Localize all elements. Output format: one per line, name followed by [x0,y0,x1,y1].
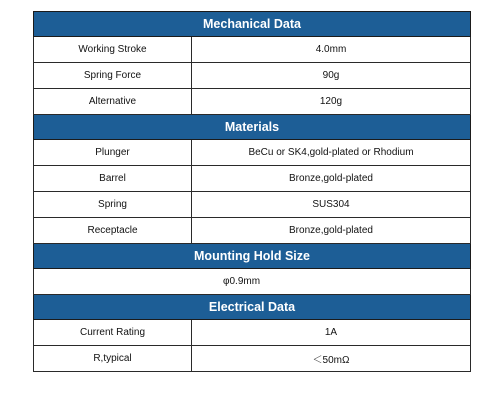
mounting-value: φ0.9mm [34,269,471,295]
row-label: Receptacle [34,218,192,244]
table-row [34,218,471,244]
row-value: BeCu or SK4,gold-plated or Rhodium [192,140,471,166]
section-header-mechanical [34,12,471,37]
row-value: SUS304 [192,192,471,218]
row-value: ＜50mΩ [192,346,471,372]
row-label: Spring Force [34,63,192,89]
table-row [34,89,471,115]
row-label: Plunger [34,140,192,166]
table-row [34,140,471,166]
table-row [34,37,471,63]
row-label: Alternative [34,89,192,115]
section-header-mounting [34,244,471,269]
table-row [34,63,471,89]
row-label: Working Stroke [34,37,192,63]
row-label: R,typical [34,346,192,372]
row-label: Current Rating [34,320,192,346]
table-row [34,269,471,295]
row-label: Barrel [34,166,192,192]
electrical-title: Electrical Data [34,295,471,320]
table-row [34,166,471,192]
mechanical-title: Mechanical Data [34,12,471,37]
row-label: Spring [34,192,192,218]
section-header-electrical [34,295,471,320]
table-row [34,346,471,372]
mounting-title: Mounting Hold Size [34,244,471,269]
table-row [34,192,471,218]
row-value: 4.0mm [192,37,471,63]
table-row [34,320,471,346]
row-value: 1A [192,320,471,346]
section-header-materials [34,115,471,140]
row-value: Bronze,gold-plated [192,218,471,244]
row-value: 120g [192,89,471,115]
spec-table [33,11,471,372]
materials-title: Materials [34,115,471,140]
row-value: 90g [192,63,471,89]
row-value: Bronze,gold-plated [192,166,471,192]
